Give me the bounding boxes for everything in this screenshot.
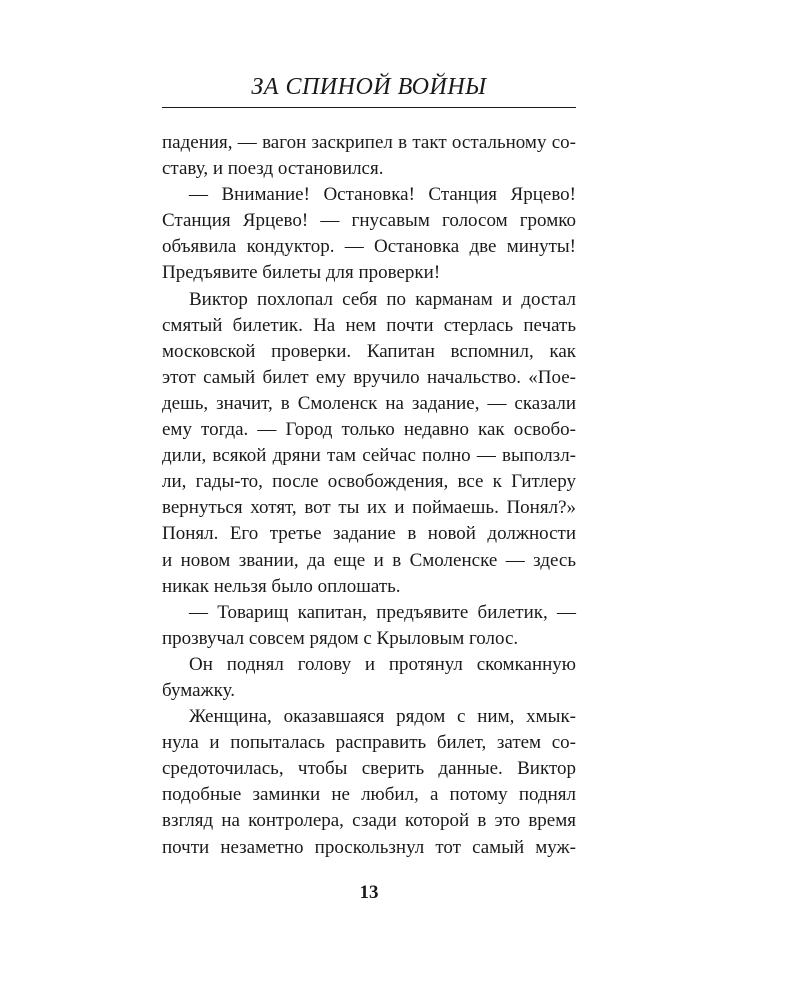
text-line: Станция Ярцево! — гнусавым голосом громко <box>162 210 576 232</box>
body-text <box>162 130 576 861</box>
text-line: взгляд на контролера, сзади которой в это время <box>162 810 576 832</box>
text-line: никак нельзя было оплошать. <box>162 575 401 597</box>
text-line: — Товарищ капитан, предъявите билетик, — <box>189 601 576 623</box>
text-line: Понял. Его третье задание в новой должности <box>162 523 576 545</box>
paragraph <box>162 652 576 704</box>
text-line: Женщина, оказавшаяся рядом с ним, хмык- <box>189 706 576 728</box>
text-line: средоточилась, чтобы сверить данные. Виктор <box>162 758 576 780</box>
text-line: смятый билетик. На нем почти стерлась печать <box>162 314 576 336</box>
paragraph <box>162 704 576 861</box>
text-line: ли, гады-то, после освобождения, все к Гитлеру <box>162 471 576 493</box>
text-line: ему тогда. — Город только недавно как освобо- <box>162 419 576 441</box>
page-number: 13 <box>359 882 379 903</box>
text-line: ставу, и поезд остановился. <box>162 158 384 180</box>
text-line: Предъявите билеты для проверки! <box>162 262 441 284</box>
paragraph <box>162 287 576 600</box>
text-line: подобные заминки не любил, а потому поднял <box>162 784 576 806</box>
text-line: дешь, значит, в Смоленск на задание, — сказали <box>162 392 576 414</box>
text-line: Виктор похлопал себя по карманам и достал <box>189 288 576 310</box>
text-line: прозвучал совсем рядом с Крыловым голос. <box>162 627 519 649</box>
paragraph <box>162 182 576 286</box>
text-line: нула и попыталась расправить билет, затем со- <box>162 732 576 754</box>
text-line: объявила кондуктор. — Остановка две минуты! <box>162 236 576 258</box>
text-line: дили, всякой дряни там сейчас полно — выползл- <box>162 445 576 467</box>
text-line: и новом звании, да еще и в Смоленске — здесь <box>162 549 576 571</box>
header-rule <box>162 107 576 108</box>
text-line: бумажку. <box>162 679 235 701</box>
text-line: этот самый билет ему вручило начальство. «Пое- <box>162 366 576 388</box>
text-line: почти незаметно проскользнул тот самый муж- <box>162 836 576 858</box>
paragraph <box>162 600 576 652</box>
text-line: Он поднял голову и протянул скомканную <box>189 653 576 675</box>
paragraph <box>162 130 576 182</box>
text-line: — Внимание! Остановка! Станция Ярцево! <box>189 184 576 206</box>
text-line: московской проверки. Капитан вспомнил, как <box>162 340 576 362</box>
text-line: падения, — вагон заскрипел в такт остальному со- <box>162 132 576 153</box>
running-header: ЗА СПИНОЙ ВОЙНЫ <box>251 74 487 100</box>
text-line: вернуться хотят, вот ты их и поймаешь. Понял?» <box>162 497 576 519</box>
